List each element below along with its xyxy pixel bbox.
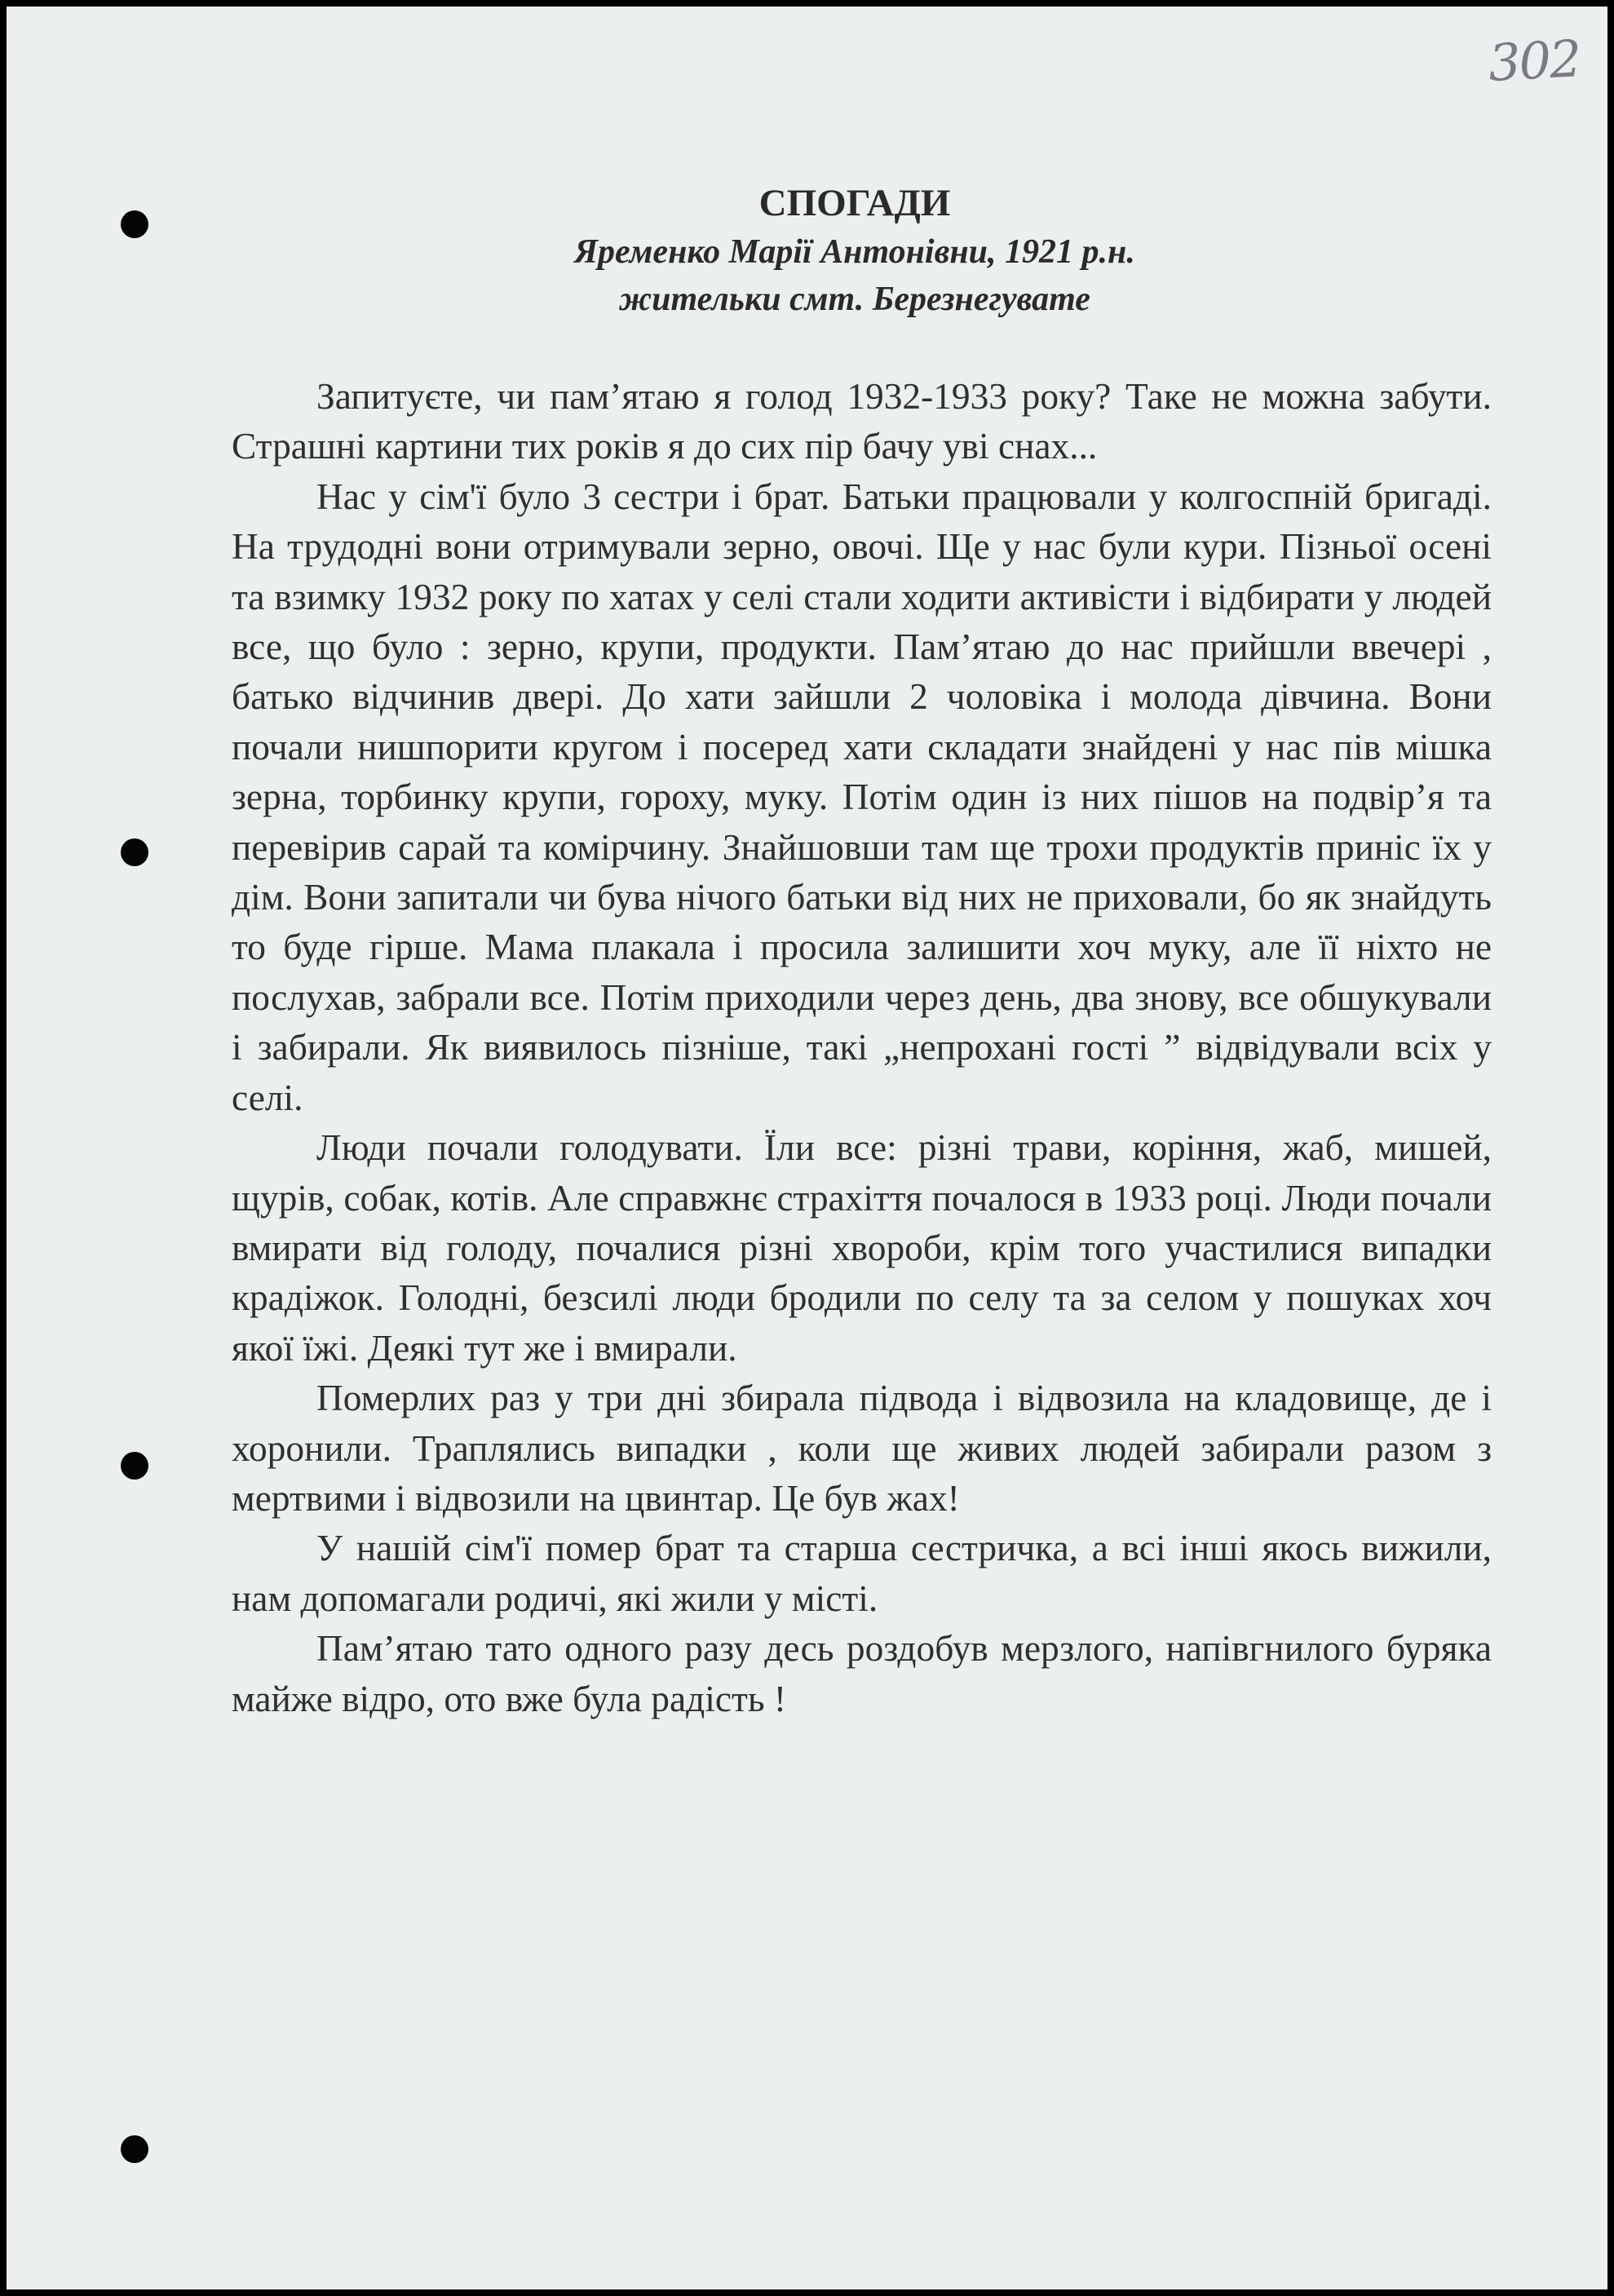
punch-hole xyxy=(121,1452,148,1480)
paragraph: Пам’ятаю тато одного разу десь роздобув мерзлого, напівгнилого буряка майже відро, ото вже була радість ! xyxy=(232,1628,1492,1719)
paragraph: Люди почали голодувати. Їли все: різні трави, коріння, жаб, мишей, щурів, собак, котів. Але справжнє страхіття почалося в 1933 році. Люди почали вмирати від голоду, почалися різні хвороби, крім того участилися випадки крадіжок. Голодні, безсилі люди бродили по селу та за селом у пошуках хоч якої їжі. Деякі тут же і вмирали. xyxy=(232,1127,1492,1369)
punch-hole xyxy=(121,210,148,238)
paragraph: Запитуєте, чи пам’ятаю я голод 1932-1933 року? Таке не можна забути. Страшні картини тих років я до сих пір бачу уві снах... xyxy=(232,376,1492,467)
document-title: СПОГАДИ xyxy=(758,182,951,224)
punch-hole xyxy=(121,838,148,866)
paragraph: У нашій сім'ї помер брат та старша сестричка, а всі інші якось вижили, нам допомагали родичі, які жили у місті. xyxy=(232,1528,1492,1619)
document-page xyxy=(7,7,1607,2289)
page-number: 302 xyxy=(1486,29,1581,93)
paragraph: Померлих раз у три дні збирала підвода і відвозила на кладовище, де і хоронили. Траплялись випадки , коли ще живих людей забирали разом з мертвими і відвозили на цвинтар. Це був жах! xyxy=(232,1378,1492,1519)
document-heading xyxy=(235,178,1475,323)
punch-hole xyxy=(121,2135,148,2163)
paragraph: Нас у сім'ї було 3 сестри і брат. Батьки працювали у колгоспній бригаді. На трудодні вони отримували зерно, овочі. Ще у нас були кури. Пізньої осені та взимку 1932 року по хатах у селі стали ходити активісти і відбирати у людей все, що було : зерно, крупи, продукти. Пам’ятаю до нас прийшли ввечері , батько відчинив двері. До хати зайшли 2 чоловіка і молода дівчина. Вони почали нишпорити кругом і посеред хати складати знайдені у нас пів мішка зерна, торбинку крупи, гороху, муку. Потім один із них пішов на подвір’я та перевірив сарай та комірчину. Знайшовши там ще трохи продуктів приніс їх у дім. Вони запитали чи бува нічого батьки від них не приховали, бо як знайдуть то буде гірше. Мама плакала і просила залишити хоч муку, але її ніхто не послухав, забрали все. Потім приходили через день, два знову, все обшукували і забирали. Як виявилось пізніше, такі „непрохані гості ” відвідували всіх у селі. xyxy=(232,476,1492,1118)
document-subtitle-name: Яременко Марії Антонівни, 1921 р.н. xyxy=(574,233,1135,271)
document-body xyxy=(232,372,1492,1724)
document-subtitle-place: жительки смт. Березнегувате xyxy=(619,281,1090,318)
